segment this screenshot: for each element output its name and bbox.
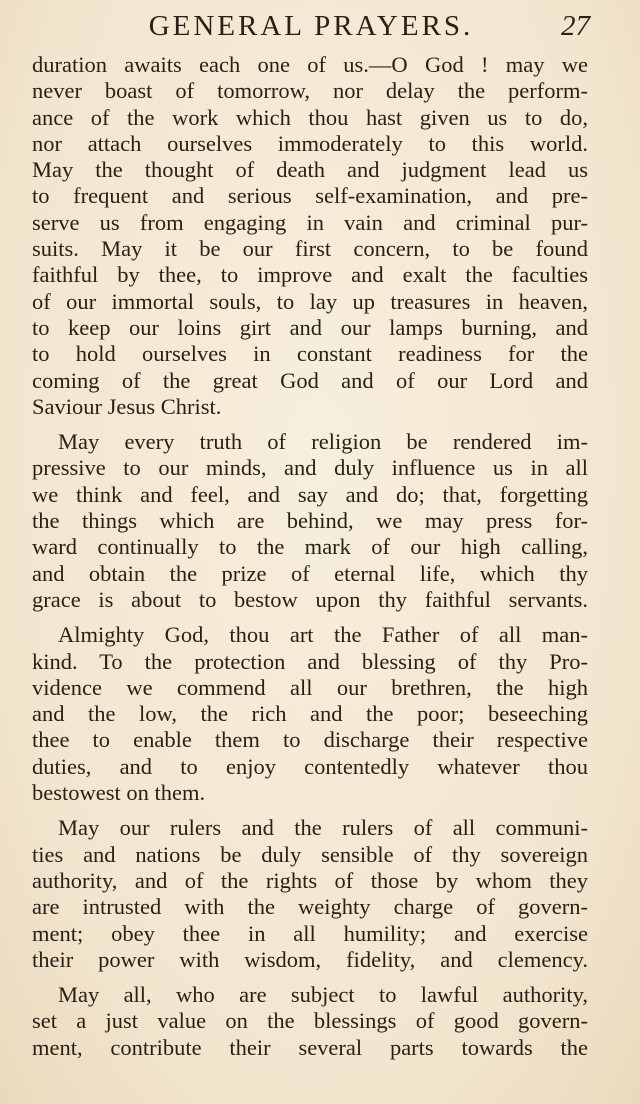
text-line: bestowest on them. [32,780,206,806]
text-line: we think and feel, and say and do; that, forgetting [32,481,588,507]
text-line: ment, contribute their several parts towards the [32,1034,588,1060]
text-line: ties and nations be duly sensible of thy sovereign [32,841,588,867]
text-line: thee to enable them to discharge their respective [32,727,588,753]
text-line: authority, and of the rights of those by whom they [32,867,588,893]
text-line: and the low, the rich and the poor; beseeching [32,701,588,727]
text-line: duties, and to enjoy contentedly whatever thou [32,753,588,779]
text-line: May every truth of religion be rendered im- [58,429,588,455]
paragraph [32,429,588,613]
text-line: ance of the work which thou hast given us to do, [32,104,588,130]
text-line: serve us from engaging in vain and criminal pur- [32,209,588,235]
paragraph-gap [32,613,588,622]
text-line: of our immortal souls, to lay up treasures in heaven, [32,288,588,314]
text-line: ward continually to the mark of our high calling, [32,534,588,560]
text-line: nor attach ourselves immoderately to this world. [32,130,588,156]
text-line: Saviour Jesus Christ. [32,393,222,419]
text-line: their power with wisdom, fidelity, and clemency. [32,946,588,972]
body-text [32,52,588,1061]
text-line: grace is about to bestow upon thy faithful servants. [32,586,588,612]
page-number: 27 [561,10,590,42]
paragraph-gap [32,420,588,429]
text-line: suits. May it be our first concern, to be found [32,236,588,262]
text-line: kind. To the protection and blessing of thy Pro- [32,648,588,674]
paragraph-gap [32,806,588,815]
text-line: to keep our loins girt and our lamps burning, and [32,314,588,340]
text-line: Almighty God, thou art the Father of all man- [58,622,588,648]
running-head: GENERAL PRAYERS. [148,10,474,42]
text-line: never boast of tomorrow, nor delay the perform- [32,78,588,104]
paragraph [32,815,588,973]
text-line: coming of the great God and of our Lord and [32,367,588,393]
text-line: faithful by thee, to improve and exalt the faculties [32,262,588,288]
text-line: and obtain the prize of eternal life, which thy [32,560,588,586]
paragraph [32,622,588,806]
text-line: May the thought of death and judgment lead us [32,157,588,183]
paragraph [32,982,588,1061]
text-line: vidence we commend all our brethren, the high [32,674,588,700]
text-line: to hold ourselves in constant readiness for the [32,341,588,367]
text-line: May our rulers and the rulers of all communi- [58,815,588,841]
text-line: are intrusted with the weighty charge of govern- [32,894,588,920]
paragraph [32,52,588,420]
text-line: duration awaits each one of us.—O God ! may we [32,52,588,77]
page-header [32,8,590,48]
text-line: the things which are behind, we may press for- [32,508,588,534]
text-line: ment; obey thee in all humility; and exercise [32,920,588,946]
text-line: set a just value on the blessings of good govern- [32,1008,588,1034]
text-line: May all, who are subject to lawful authority, [58,982,588,1008]
text-line: pressive to our minds, and duly influence us in all [32,455,588,481]
text-line: to frequent and serious self-examination, and pre- [32,183,588,209]
paragraph-gap [32,973,588,982]
